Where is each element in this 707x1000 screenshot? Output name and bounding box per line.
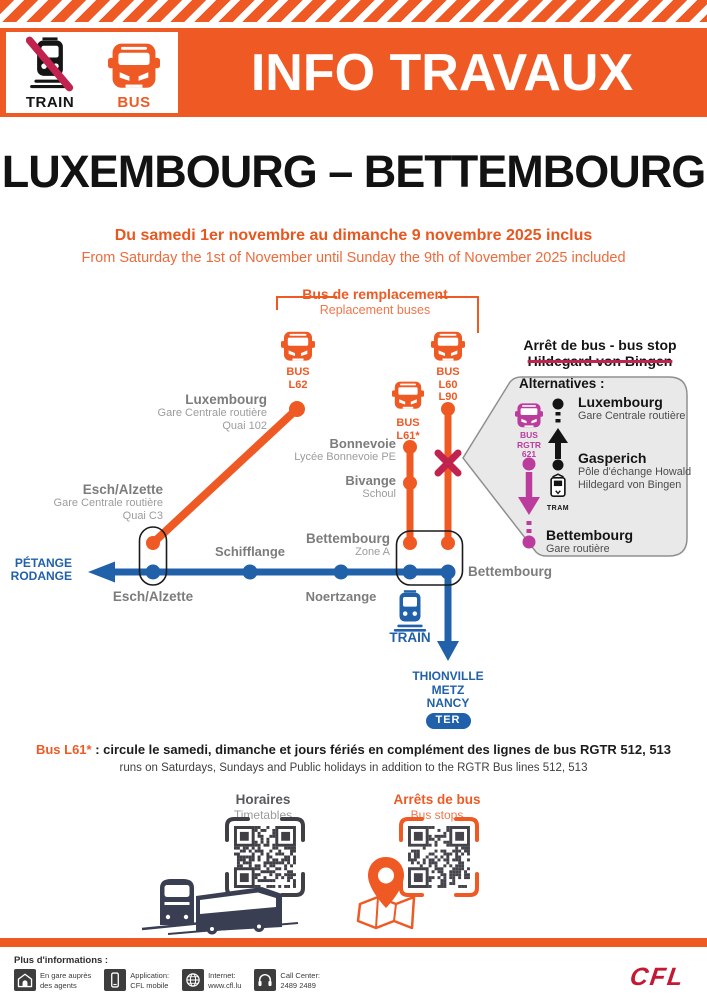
bus-l61-note-en: runs on Saturdays, Sundays and Public holidays in addition to the RGTR Bus lines 512, 513: [119, 762, 588, 774]
footer-item-app: Application: CFL mobile: [104, 969, 169, 991]
stop-noertzange-label: Noertzange: [305, 589, 377, 604]
tram-label: TRAM: [546, 505, 570, 512]
alternative-luxembourg: Luxembourg Gare Centrale routière: [578, 394, 686, 422]
stop-esch-label: Esch/Alzette: [112, 589, 194, 604]
direction-south-label: THIONVILLE METZ NANCY TER: [398, 670, 498, 729]
hazard-stripes: [0, 0, 707, 22]
alternative-gasperich: Gasperich Pôle d'échange Howald Hildegard von Bingen: [578, 450, 692, 491]
footer-item-station: En gare auprès des agents: [14, 969, 91, 991]
replacement-title-en: Replacement buses: [319, 303, 431, 317]
map-pin-illustration: [352, 852, 420, 932]
tram-icon: [551, 474, 565, 496]
headset-icon: [254, 969, 276, 991]
alternatives-label: Alternatives :: [519, 376, 605, 391]
callout-title: Arrêt de bus - bus stop: [523, 337, 677, 353]
rail-arrow-west: [88, 562, 115, 583]
bus-stops-label-en: Bus stops: [410, 808, 464, 822]
timetables-label-en: Timetables: [233, 808, 293, 822]
bus-l60-label: BUS L60 L90: [436, 366, 460, 403]
bus-rgtr-label: BUS RGTR 621: [516, 430, 542, 459]
no-train-icon: [26, 35, 74, 93]
footer-divider-bar: [0, 938, 707, 947]
cfl-logo: CFL: [628, 963, 688, 991]
bus-label: BUS: [117, 94, 151, 111]
more-info-label: Plus d'informations :: [14, 955, 109, 966]
callout-cancelled-stop: Hildegard von Bingen: [527, 353, 673, 369]
footer-item-internet: Internet: www.cfl.lu: [182, 969, 241, 991]
bus-l61-label: BUS L61*: [396, 417, 420, 442]
stop-bettembourg-zone-label: Bettembourg Zone A: [306, 531, 390, 558]
bus-stops-label-fr: Arrêts de bus: [393, 792, 481, 807]
footer-contact-items: [14, 969, 320, 991]
header-banner: [0, 28, 707, 117]
bus-block: [94, 35, 174, 111]
replacement-title-fr: Bus de remplacement: [302, 286, 448, 302]
stop-esch-departure-label: Esch/Alzette Gare Centrale routière Quai C3: [53, 482, 163, 522]
bus-l62-icon: [281, 332, 315, 361]
bus-l61-note-fr: Bus L61* : circule le samedi, dimanche et jours fériés en complément des lignes de bus RGTR 512, 513: [35, 742, 672, 757]
date-range-fr: Du samedi 1er novembre au dimanche 9 novembre 2025 inclus: [114, 227, 593, 244]
page-title: LUXEMBOURG – BETTEMBOURG: [1, 146, 706, 197]
bus-l62-label: BUS L62: [286, 366, 310, 391]
timetables-label-fr: Horaires: [235, 792, 291, 807]
train-mode-label: TRAIN: [389, 630, 431, 645]
bus-icon: [108, 41, 160, 93]
alternative-bettembourg: Bettembourg Gare routière: [546, 527, 634, 555]
train-label: TRAIN: [25, 94, 75, 111]
stop-bonnevoie-label: Bonnevoie Lycée Bonnevoie PE: [294, 436, 396, 463]
train-and-bus-illustration: [140, 872, 300, 936]
route-diagram: [0, 285, 707, 740]
globe-icon: [182, 969, 204, 991]
footer-item-callcenter: Call Center: 2489 2489: [254, 969, 320, 991]
stop-luxembourg-label: Luxembourg Gare Centrale routière Quai 102: [157, 392, 267, 432]
stop-bivange-label: Bivange Schoul: [345, 473, 396, 500]
banner-title: INFO TRAVAUX: [250, 43, 634, 102]
date-range-en: From Saturday the 1st of November until Sunday the 9th of November 2025 included: [81, 250, 626, 266]
stop-bettembourg-label: Bettembourg: [468, 564, 552, 579]
transport-mode-box: [6, 32, 178, 113]
mobile-app-icon: [104, 969, 126, 991]
station-icon: [14, 969, 36, 991]
no-train-block: [10, 35, 90, 111]
bus-l60-icon: [431, 332, 465, 361]
bus-rgtr-icon: [515, 403, 543, 427]
direction-petange-label: PÉTANGE RODANGE: [10, 556, 72, 583]
ter-badge: TER: [426, 713, 471, 730]
stop-schifflange-label: Schifflange: [214, 544, 286, 559]
